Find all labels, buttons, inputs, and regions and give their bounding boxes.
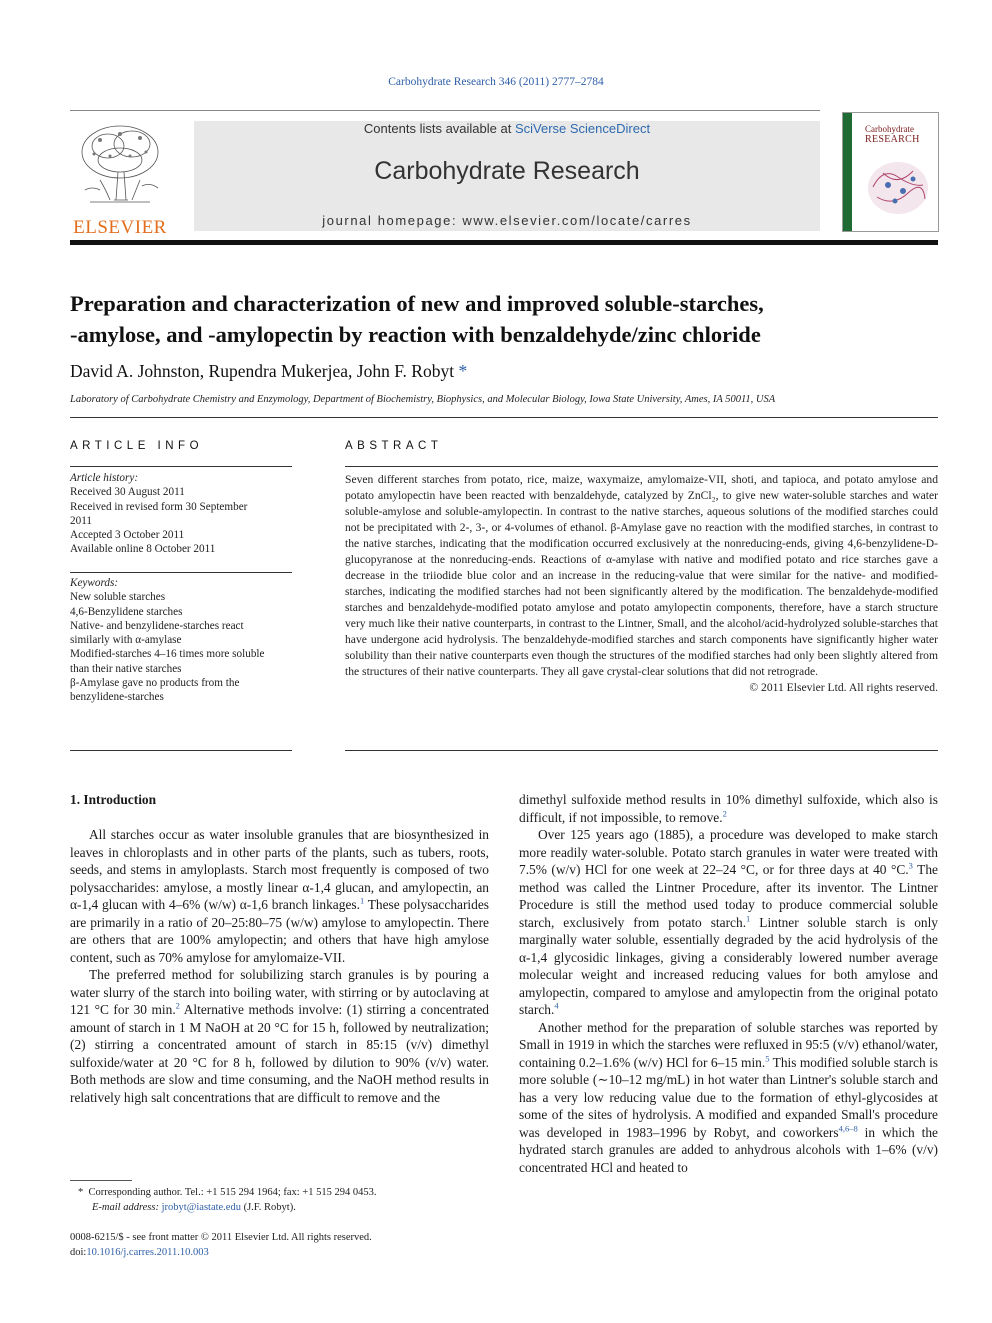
keywords-label: Keywords: bbox=[70, 577, 119, 589]
keywords bbox=[70, 576, 294, 705]
elsevier-logo[interactable] bbox=[70, 120, 170, 238]
footnote-rule bbox=[70, 1180, 132, 1181]
keyword-line: than their native starches bbox=[70, 662, 182, 675]
corresponding-text: Corresponding author. Tel.: +1 515 294 1964; fax: +1 515 294 0453. bbox=[88, 1187, 377, 1198]
author-list bbox=[70, 361, 467, 382]
citation-ref[interactable]: 3 bbox=[908, 860, 913, 871]
paragraph-text: in which the hydrated starch granules are added to anhydrous alcohols with 1–6% (v/v) concentrated HCl and heated to bbox=[519, 1124, 938, 1175]
paragraph-text: dimethyl sulfoxide method results in 10% dimethyl sulfoxide, which also is difficult, if not impossible, to remove. bbox=[519, 792, 938, 825]
publisher-name: ELSEVIER bbox=[73, 217, 167, 238]
citation-ref[interactable]: 4,6–8 bbox=[838, 1123, 858, 1134]
sciencedirect-link[interactable]: SciVerse ScienceDirect bbox=[514, 121, 651, 136]
section-heading-introduction: 1. Introduction bbox=[70, 792, 157, 807]
keyword-line: benzylidene-starches bbox=[70, 691, 164, 704]
keyword-line: similarly with α-amylase bbox=[70, 634, 182, 647]
citation-ref[interactable]: 1 bbox=[359, 895, 365, 906]
citation-ref[interactable]: 2 bbox=[722, 808, 727, 819]
article-title-line2: -amylose, and -amylopectin by reaction with benzaldehyde/zinc chloride bbox=[70, 322, 761, 347]
doi-label: doi: bbox=[70, 1247, 87, 1258]
paragraph-text: Lintner soluble starch is only marginally water soluble, essentially degraded by the acid hydrolysis of the α-1,4 glycosidic linkages, giving a considerably lowered number average molecular weight and increased reducing values for both amylose and amylopectin, compared to amylose and amylopectin from the original potato starch. bbox=[519, 914, 938, 1017]
cover-title-line1: Carbohydrate bbox=[865, 124, 914, 134]
contents-line bbox=[194, 121, 820, 136]
abstract-rule bbox=[345, 466, 938, 467]
cover-molecule-image bbox=[863, 157, 933, 219]
paragraph bbox=[70, 966, 489, 1106]
history-line: Received 30 August 2011 bbox=[70, 486, 185, 499]
paragraph-text: This modified soluble starch is more soluble (∼10–12 mg/mL) in hot water than Lintner's soluble starch and has a very low reducing value due to the formation of ethyl-glycosides at some of the sites of hydrolysis. A modified and expanded Small's procedure was developed in 1983–1996 by Robyt, and coworkers bbox=[519, 1054, 939, 1140]
abstract-copyright: © 2011 Elsevier Ltd. All rights reserved. bbox=[749, 681, 938, 694]
header-rule bbox=[70, 110, 820, 111]
email-link[interactable]: jrobyt@iastate.edu bbox=[161, 1202, 241, 1213]
citation-ref[interactable]: 4 bbox=[554, 1000, 559, 1011]
paragraph bbox=[519, 826, 938, 1019]
abstract-body bbox=[345, 472, 938, 696]
paragraph-text: All starches occur as water insoluble granules that are biosynthesized in leaves in chloroplasts and in other parts of the plants, such as tubers, roots, seeds, and stems in amyloplasts. Starch most frequently is composed of two polysaccharides: amylose, a mostly linear α-1,4 glucan, and amylopectin, an α-1,4 glucan with 4–6% (w/w) α-1,6 branch linkages. bbox=[70, 827, 489, 912]
header-thick-rule bbox=[70, 240, 938, 245]
paragraph-text: Another method for the preparation of soluble starches was reported by Small in 1919 in which the starches were refluxed in 95:5 (v/v) ethanol/water, containing 0.2–1.6% (w/v) HCl for 6–15 min. bbox=[519, 1019, 938, 1070]
front-matter bbox=[70, 1230, 490, 1260]
corresponding-footnote bbox=[78, 1185, 498, 1215]
cover-title-line2: RESEARCH bbox=[865, 134, 920, 145]
intro-right-column bbox=[519, 791, 938, 1176]
keyword-line: β-Amylase gave no products from the bbox=[70, 677, 240, 690]
paragraph-text: Alternative methods involve: (1) stirring a concentrated amount of starch in 1 M NaOH at 20 °C for 15 h, followed by neutralization; (2) stirring a concentrated amount of starch in 85:15 (v/v) dimethyl sulfoxide/water at 20 °C for 8 h, followed by dilution to 90% (v/v) water. Both methods are slow and time consuming, and the NaOH method results in relatively high salt concentrations that are difficult to remove and the bbox=[70, 1002, 489, 1105]
paragraph-text: Over 125 years ago (1885), a procedure was developed to make starch more readily water-soluble. Potato starch granules in water were treated with 7.5% (w/v) HCl for one week at 22–24 °C, or for three days at 40 °C. bbox=[519, 827, 938, 877]
history-line: Received in revised form 30 September bbox=[70, 500, 248, 513]
affiliation-rule bbox=[70, 417, 938, 418]
keyword-line: Modified-starches 4–16 times more soluble bbox=[70, 648, 265, 661]
keywords-rule bbox=[70, 572, 292, 573]
paragraph-text: These polysaccharides are primarily in a ratio of 20–25:80–75 (w/w) amylose to amylopectin. There are others that are 100% amylopectin; and others that have high amylose content, such as 70% amylose for amylomaize-VII. bbox=[70, 897, 489, 965]
abstract-heading: ABSTRACT bbox=[345, 440, 443, 452]
paragraph-text: The preferred method for solubilizing starch granules is by pouring a water slurry of the starch into boiling water, with stirring or by autoclaving at 121 °C for 30 min. bbox=[70, 967, 489, 1017]
paragraph bbox=[70, 826, 489, 966]
journal-title: Carbohydrate Research bbox=[374, 157, 640, 185]
corresponding-author-mark[interactable]: * bbox=[458, 361, 468, 381]
keyword-line: Native- and benzylidene-starches react bbox=[70, 619, 244, 632]
issn-line: 0008-6215/$ - see front matter © 2011 Elsevier Ltd. All rights reserved. bbox=[70, 1232, 372, 1243]
article-info-heading: ARTICLE INFO bbox=[70, 440, 204, 452]
history-line: Accepted 3 October 2011 bbox=[70, 529, 185, 542]
journal-citation[interactable]: Carbohydrate Research 346 (2011) 2777–2784 bbox=[388, 76, 604, 88]
doi-link[interactable]: 10.1016/j.carres.2011.10.003 bbox=[86, 1247, 209, 1258]
affiliation: Laboratory of Carbohydrate Chemistry and Enzymology, Department of Biochemistry, Biophysics, and Molecular Biology, Iowa State University, Ames, IA 50011, USA bbox=[70, 394, 776, 405]
journal-banner bbox=[194, 121, 820, 231]
article-history bbox=[70, 471, 294, 557]
history-line: 2011 bbox=[70, 514, 92, 527]
journal-homepage-link[interactable]: journal homepage: www.elsevier.com/locate/carres bbox=[322, 213, 692, 228]
citation-ref[interactable]: 2 bbox=[175, 1000, 180, 1011]
contents-prefix: Contents lists available at bbox=[363, 121, 515, 136]
article-info-rule bbox=[70, 466, 292, 467]
article-history-label: Article history: bbox=[70, 472, 139, 484]
email-suffix: (J.F. Robyt). bbox=[240, 1202, 296, 1213]
history-line: Available online 8 October 2011 bbox=[70, 543, 216, 556]
abstract-text: Seven different starches from potato, rice, maize, waxymaize, amylomaize-VII, shoti, and tapioca, and potato amylose and potato amylopectin have been reacted with benzaldehyde, catalyzed by ZnCl₂, to give new water-soluble starches and water soluble-amylose and soluble-amylopectin. In contrast to the native starches, aqueous solutions of the modified starches could not be precipitated with 2-, 3-, or 4-volumes of ethanol. β-Amylase gave no reaction with the modified starches, in contrast to the native starches, indicating that the modification occurred exclusively at the nonreducing-ends, giving 4,6-benzylidene-D-glucopyranose at the nonreducing-ends. Reactions of α-amylase with native and modified potato and rice starches gave a decrease in the triiodide blue color and an increase in the reducing-value that were similar for the native- and modified-starches, indicating the modified starches had not been significantly altered by the modification. The benzaldehyde-modified starches and benzaldehyde-modified potato amylose and potato amylopectin components, therefore, have a starch structure very much like their native counterparts, in contrast to the Lintner, Small, and the alcohol/acid-hydrolyzed soluble-starches that have undergone acid hydrolysis. The benzaldehyde-modified starches and starch components have significantly higher water solubility than their native counterparts even though the structures of the modified starches had only been slightly altered from the structures of their native counterparts. They all gave crystal-clear solutions that did not retrograde. bbox=[345, 473, 938, 678]
keyword-line: New soluble starches bbox=[70, 591, 166, 604]
info-bottom-rule bbox=[70, 750, 292, 751]
paragraph bbox=[519, 1019, 938, 1177]
footnote-mark: * bbox=[78, 1187, 84, 1198]
cover-spine bbox=[843, 113, 852, 231]
keyword-line: 4,6-Benzylidene starches bbox=[70, 605, 183, 618]
elsevier-tree-icon bbox=[70, 120, 170, 212]
citation-ref[interactable]: 5 bbox=[765, 1053, 770, 1064]
paragraph-text: The method was called the Lintner Procedure, after its inventor. The Lintner Procedure is still the method used today to produce commercial soluble starch, exclusively from potato starch. bbox=[519, 862, 938, 930]
authors-text: David A. Johnston, Rupendra Mukerjea, John F. Robyt bbox=[70, 361, 455, 381]
article-title bbox=[70, 288, 938, 350]
citation-ref[interactable]: 1 bbox=[746, 913, 751, 924]
abstract-bottom-rule bbox=[345, 750, 938, 751]
journal-cover-thumbnail[interactable] bbox=[842, 112, 939, 232]
email-label: E-mail address: bbox=[92, 1202, 162, 1213]
paragraph bbox=[519, 791, 938, 826]
article-title-line1: Preparation and characterization of new and improved soluble-starches, bbox=[70, 291, 764, 316]
intro-left-column bbox=[70, 826, 489, 1106]
